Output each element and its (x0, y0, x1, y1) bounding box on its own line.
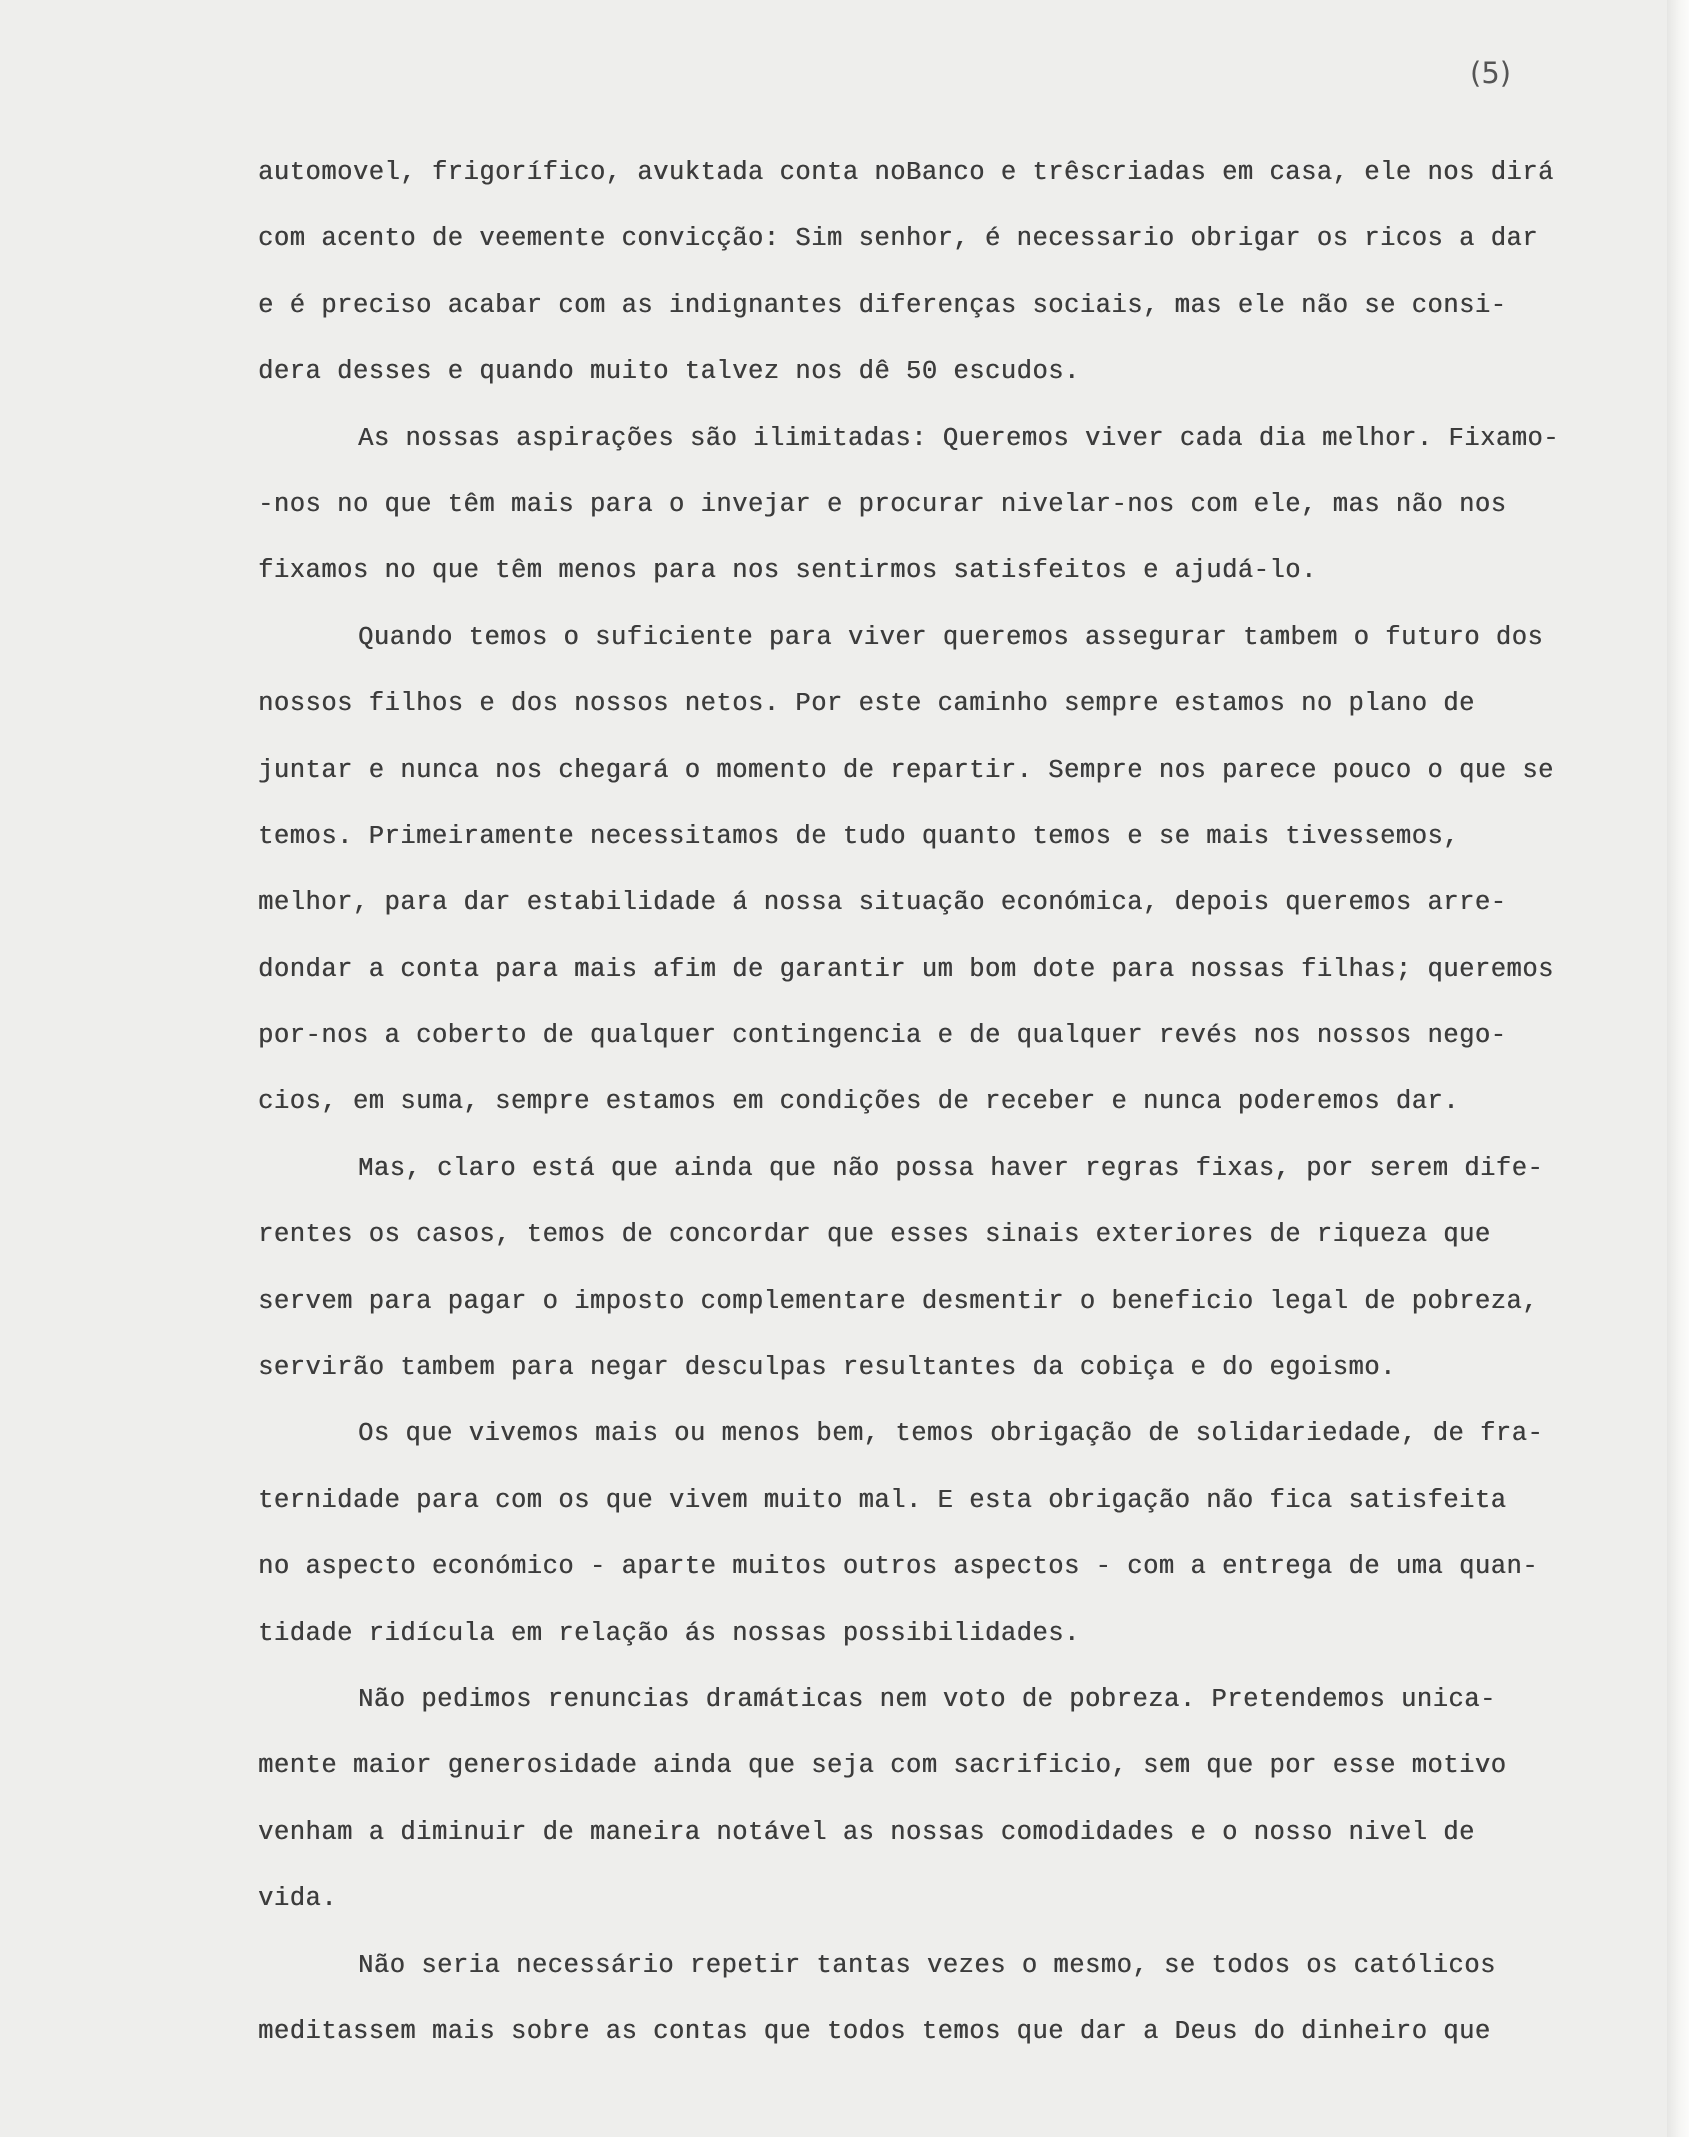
text-line: temos. Primeiramente necessitamos de tudo quanto temos e se mais tivessemos, (258, 821, 1459, 851)
text-line: automovel, frigorífico, avuktada conta noBanco e trêscriadas em casa, ele nos dirá (258, 158, 1554, 187)
text-line: dera desses e quando muito talvez nos dê 50 escudos. (258, 357, 1080, 387)
text-line: rentes os casos, temos de concordar que esses sinais exteriores de riqueza que (258, 1220, 1491, 1250)
text-line: servem para pagar o imposto complementare desmentir o beneficio legal de pobreza, (258, 1286, 1539, 1316)
text-line: por-nos a coberto de qualquer contingencia e de qualquer revés nos nossos nego- (258, 1021, 1507, 1051)
body-text (258, 140, 1648, 2065)
text-line: Não pedimos renuncias dramáticas nem voto de pobreza. Pretendemos unica- (358, 1684, 1496, 1714)
text-line: nossos filhos e dos nossos netos. Por este caminho sempre estamos no plano de (258, 689, 1475, 719)
text-line: mente maior generosidade ainda que seja com sacrificio, sem que por esse motivo (258, 1751, 1507, 1781)
text-line: cios, em suma, sempre estamos em condições de receber e nunca poderemos dar. (258, 1087, 1459, 1117)
text-line: As nossas aspirações são ilimitadas: Queremos viver cada dia melhor. Fixamo- (358, 423, 1559, 453)
text-line: Mas, claro está que ainda que não possa haver regras fixas, por serem dife- (358, 1153, 1544, 1183)
text-line: Quando temos o suficiente para viver queremos assegurar tambem o futuro dos (358, 622, 1544, 652)
text-line: melhor, para dar estabilidade á nossa situação económica, depois queremos arre- (258, 888, 1507, 918)
scan-edge (1667, 0, 1689, 2137)
text-line: Os que vivemos mais ou menos bem, temos obrigação de solidariedade, de fra- (358, 1419, 1544, 1449)
text-line: fixamos no que têm menos para nos sentirmos satisfeitos e ajudá-lo. (258, 556, 1317, 586)
text-line: meditassem mais sobre as contas que todos temos que dar a Deus do dinheiro que (258, 2016, 1491, 2046)
text-line: e é preciso acabar com as indignantes diferenças sociais, mas ele não se consi- (258, 290, 1507, 320)
text-line: tidade ridícula em relação ás nossas possibilidades. (258, 1618, 1080, 1648)
text-line: Não seria necessário repetir tantas vezes o mesmo, se todos os católicos (358, 1950, 1496, 1980)
text-line: no aspecto económico - aparte muitos outros aspectos - com a entrega de uma quan- (258, 1552, 1539, 1582)
text-line: -nos no que têm mais para o invejar e procurar nivelar-nos com ele, mas não nos (258, 489, 1507, 519)
page-number: (5) (1470, 56, 1512, 90)
text-line: vida. (258, 1884, 338, 1914)
text-line: venham a diminuir de maneira notável as nossas comodidades e o nosso nivel de (258, 1817, 1475, 1847)
text-line: servirão tambem para negar desculpas resultantes da cobiça e do egoismo. (258, 1353, 1396, 1383)
text-line: dondar a conta para mais afim de garantir um bom dote para nossas filhas; queremos (258, 954, 1554, 984)
text-line: juntar e nunca nos chegará o momento de repartir. Sempre nos parece pouco o que se (258, 755, 1554, 785)
text-line: com acento de veemente convicção: Sim senhor, é necessario obrigar os ricos a dar (258, 224, 1539, 254)
text-line: ternidade para com os que vivem muito mal. E esta obrigação não fica satisfeita (258, 1485, 1507, 1515)
